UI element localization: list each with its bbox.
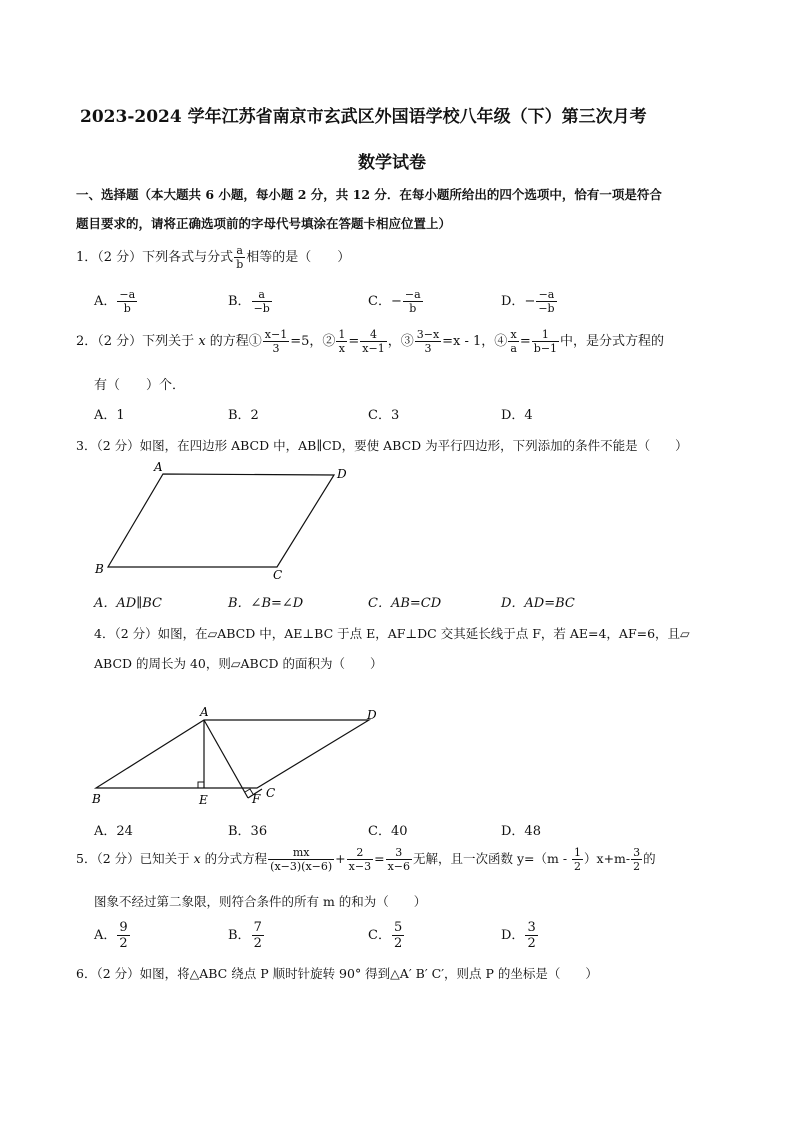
q5-option-d[interactable]: D． $\frac{3}{2}$ (501, 920, 536, 951)
q3-label-b: B (95, 562, 104, 576)
q3-label-a: A (154, 460, 163, 474)
q5-option-a[interactable]: A． $\frac{9}{2}$ (94, 920, 128, 951)
q4-option-a[interactable]: A．24 (94, 824, 133, 839)
question-4-line1: 4．（2 分）如图，在▱ABCD 中，AE⊥BC 于点 E，AF⊥DC 交其延长线于点 F，若 AE=4，AF=6，且▱ (94, 626, 690, 641)
q1-prefix: 1．（2 分）下列各式与分式 (76, 250, 234, 265)
question-1-stem (76, 244, 350, 271)
q4-label-f: F (252, 792, 261, 806)
q4-label-c: C (266, 786, 276, 800)
q1-option-d[interactable]: D．− $\frac{-a}{-b}$ (501, 288, 555, 315)
q3-option-d[interactable]: D．AD=BC (501, 596, 575, 611)
q5-option-c[interactable]: C． $\frac{5}{2}$ (368, 920, 403, 951)
question-4-line2: ABCD 的周长为 40，则▱ABCD 的面积为（ ） (94, 656, 383, 671)
q3-option-c[interactable]: C．AB=CD (368, 596, 442, 611)
q2-option-c[interactable]: C．3 (368, 408, 400, 423)
q2-line2: 有（ ）个． (94, 378, 186, 393)
q4-parallelogram-figure (88, 706, 388, 812)
q5-option-b[interactable]: B． $\frac{7}{2}$ (228, 920, 262, 951)
q3-option-a[interactable]: A．AD∥BC (94, 596, 162, 611)
q4-label-a: A (200, 706, 209, 719)
q4-option-d[interactable]: D．48 (501, 824, 541, 839)
q3-parallelogram-figure (88, 455, 358, 585)
q1-option-c[interactable]: C．− $\frac{-a}{b}$ (368, 288, 421, 315)
q4-label-e: E (199, 793, 208, 807)
q3-option-b[interactable]: B．∠B=∠D (228, 596, 304, 611)
q2-option-d[interactable]: D．4 (501, 408, 533, 423)
q3-label-c: C (273, 568, 283, 582)
question-3-stem: 3．（2 分）如图，在四边形 ABCD 中，AB∥CD，要使 ABCD 为平行四边形，下列添加的条件不能是（ ） (76, 438, 688, 453)
section-heading-line2: 题目要求的，请将正确选项前的字母代号填涂在答题卡相应位置上） (76, 216, 452, 231)
q1-option-b[interactable]: B． $\frac{a}{-b}$ (228, 288, 270, 315)
q5-line2: 图象不经过第二象限，则符合条件的所有 m 的和为（ ） (94, 894, 427, 909)
right-angle-e (198, 782, 204, 788)
question-2-stem: 2．（2 分）下列关于 x 的方程① $\frac{x-1}{3}$ =5，② $\frac{1}{x}$ = $\frac{4}{x-1}$ ，③ $\frac{3-x}{3}$ =x - 1，④ $\frac{x}{a}$ = $\frac{1}{b-1}$ 中，是分式方程的 (76, 328, 665, 355)
q1-suffix: 相等的是（ ） (246, 250, 351, 265)
parallelogram-abcd (96, 720, 369, 788)
parallelogram-abcd (108, 474, 334, 567)
q4-label-b: B (92, 792, 101, 806)
title-line1: 2023-2024 学年江苏省南京市玄武区外国语学校八年级（下）第三次月考 (80, 107, 647, 127)
q2-option-b[interactable]: B．2 (228, 408, 259, 423)
title-line2: 数学试卷 (358, 153, 426, 173)
q1-option-a[interactable]: A． $\frac{-a}{b}$ (94, 288, 136, 315)
question-6-stem: 6．（2 分）如图，将△ABC 绕点 P 顺时针旋转 90° 得到△A′ B′ C′，则点 P 的坐标是（ ） (76, 966, 598, 981)
q4-option-c[interactable]: C．40 (368, 824, 408, 839)
question-5-stem: 5．（2 分）已知关于 x 的分式方程 $\frac{mx}{(x-3)(x-6)}$ + $\frac{2}{x-3}$ = $\frac{3}{x-6}$ 无解，且一次函数 y=（m - $\frac{1}{2}$ ）x+m- $\frac{3}{2}$ 的 (76, 846, 656, 873)
q1-fraction: $\frac{a}{b}$ (236, 244, 244, 271)
q4-option-b[interactable]: B．36 (228, 824, 268, 839)
section-heading-line1: 一、选择题（本大题共 6 小题，每小题 2 分，共 12 分．在每小题所给出的四个选项中，恰有一项是符合 (76, 187, 662, 202)
q3-label-d: D (337, 467, 347, 481)
q4-label-d: D (367, 708, 377, 722)
altitude-af (204, 720, 248, 798)
q2-option-a[interactable]: A．1 (94, 408, 125, 423)
